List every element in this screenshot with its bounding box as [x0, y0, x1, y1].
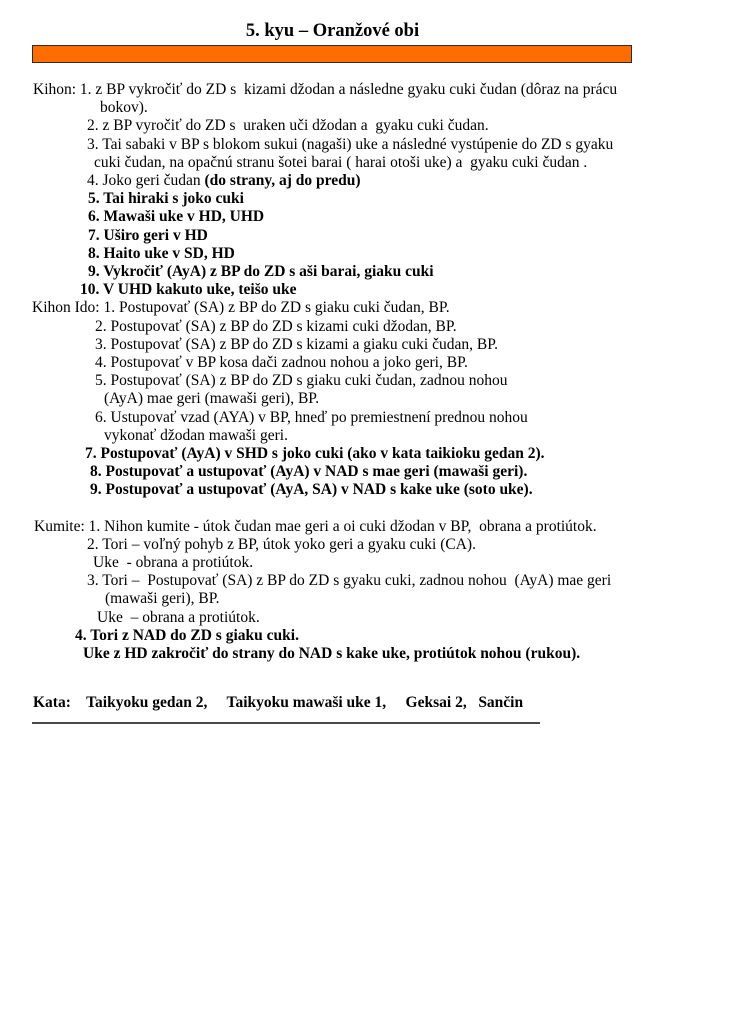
text-segment: Kihon Ido: 1. Postupovať (SA) z BP do ZD s giaku cuki čudan, BP.	[32, 299, 450, 317]
text-segment: 3. Postupovať (SA) z BP do ZD s kizami a giaku cuki čudan, BP.	[95, 335, 498, 353]
text-segment: 2. Tori – voľný pohyb z BP, útok yoko geri a gyaku cuki (CA).	[87, 535, 476, 553]
text-segment: (AyA) mae geri (mawaši geri), BP.	[104, 390, 320, 408]
text-segment: 6. Ustupovať vzad (AYA) v BP, hneď po premiestnení prednou nohou	[95, 408, 528, 426]
text-segment: 7. Postupovať (AyA) v SHD s joko cuki (ako v kata taikioku gedan 2).	[85, 445, 545, 463]
document-page	[0, 20, 750, 1020]
text-segment: 9. Postupovať a ustupovať (AyA, SA) v NAD s kake uke (soto uke).	[90, 481, 533, 499]
doc-line	[104, 427, 750, 445]
doc-line	[87, 117, 750, 135]
text-segment: 4. Tori z NAD do ZD s giaku cuki.	[75, 626, 299, 644]
text-segment: 9. Vykročiť (AyA) z BP do ZD s aši barai, giaku cuki	[88, 263, 434, 281]
doc-line	[95, 409, 750, 427]
text-segment: Uke – obrana a protiútok.	[97, 608, 260, 626]
doc-line	[33, 694, 750, 712]
doc-line	[88, 190, 750, 208]
text-segment: 5. Postupovať (SA) z BP do ZD s giaku cuki čudan, zadnou nohou	[95, 372, 508, 390]
doc-line	[104, 390, 750, 408]
page-title: 5. kyu – Oranžové obi	[245, 21, 420, 41]
doc-line	[80, 281, 750, 299]
doc-line	[87, 572, 750, 590]
doc-line	[97, 609, 750, 627]
text-segment: 6. Mawaši uke v HD, UHD	[88, 208, 265, 226]
doc-line	[90, 463, 750, 481]
doc-line	[88, 208, 750, 226]
text-segment: Uke - obrana a protiútok.	[93, 554, 254, 572]
doc-line	[95, 336, 750, 354]
text-segment: Uke z HD zakročiť do strany do NAD s kake uke, protiútok nohou (rukou).	[83, 645, 581, 663]
doc-line	[33, 81, 750, 99]
text-segment: 3. Tai sabaki v BP s blokom sukui (nagaši) uke a následné vystúpenie do ZD s gyaku	[87, 135, 614, 153]
text-segment: 2. Postupovať (SA) z BP do ZD s kizami cuki džodan, BP.	[95, 317, 457, 335]
text-segment: 7. Uširo geri v HD	[88, 226, 208, 244]
text-segment: Kumite: 1. Nihon kumite - útok čudan mae geri a oi cuki džodan v BP, obrana a protiútok.	[34, 517, 597, 535]
doc-line	[87, 136, 750, 154]
doc-line	[88, 227, 750, 245]
document-body	[0, 81, 750, 713]
doc-line	[88, 245, 750, 263]
text-segment: 4. Joko geri čudan	[87, 172, 205, 190]
text-segment: 10. V UHD kakuto uke, teišo uke	[80, 281, 297, 299]
text-segment: Kihon: 1. z BP vykročiť do ZD s kizami džodan a následne gyaku cuki čudan (dôraz na prácu	[33, 81, 618, 98]
doc-line	[83, 645, 750, 663]
belt-color-bar	[32, 45, 632, 63]
text-segment: bokov).	[100, 99, 148, 117]
text-segment: (do strany, aj do predu)	[204, 172, 361, 190]
text-segment: 8. Haito uke v SD, HD	[88, 244, 235, 262]
text-segment: 4. Postupovať v BP kosa dači zadnou nohou a joko geri, BP.	[95, 354, 468, 372]
doc-line	[100, 99, 750, 117]
text-segment: Kata: Taikyoku gedan 2, Taikyoku mawaši uke 1, Geksai 2, Sančin	[33, 694, 524, 712]
text-segment: (mawaši geri), BP.	[105, 590, 220, 608]
text-segment: 2. z BP vyročiť do ZD s uraken uči džodan a gyaku cuki čudan.	[87, 117, 489, 135]
doc-line	[94, 154, 750, 172]
doc-line	[87, 536, 750, 554]
text-segment: 5. Tai hiraki s joko cuki	[88, 190, 244, 208]
doc-line	[105, 590, 750, 608]
doc-line	[95, 372, 750, 390]
doc-line	[85, 445, 750, 463]
horizontal-rule	[32, 722, 540, 724]
doc-line	[88, 263, 750, 281]
text-segment: cuki čudan, na opačnú stranu šotei barai ( harai otoši uke) a gyaku cuki čudan .	[94, 153, 588, 171]
text-segment: 8. Postupovať a ustupovať (AyA) v NAD s mae geri (mawaši geri).	[90, 463, 528, 481]
doc-line	[75, 627, 750, 645]
text-segment: vykonať džodan mawaši geri.	[104, 426, 288, 444]
doc-line	[95, 318, 750, 336]
doc-line	[90, 481, 750, 499]
text-segment: 3. Tori – Postupovať (SA) z BP do ZD s gyaku cuki, zadnou nohou (AyA) mae geri	[87, 572, 612, 590]
doc-line	[95, 354, 750, 372]
doc-line	[87, 172, 750, 190]
doc-line	[34, 518, 750, 536]
doc-line	[93, 554, 750, 572]
doc-line	[32, 299, 750, 317]
